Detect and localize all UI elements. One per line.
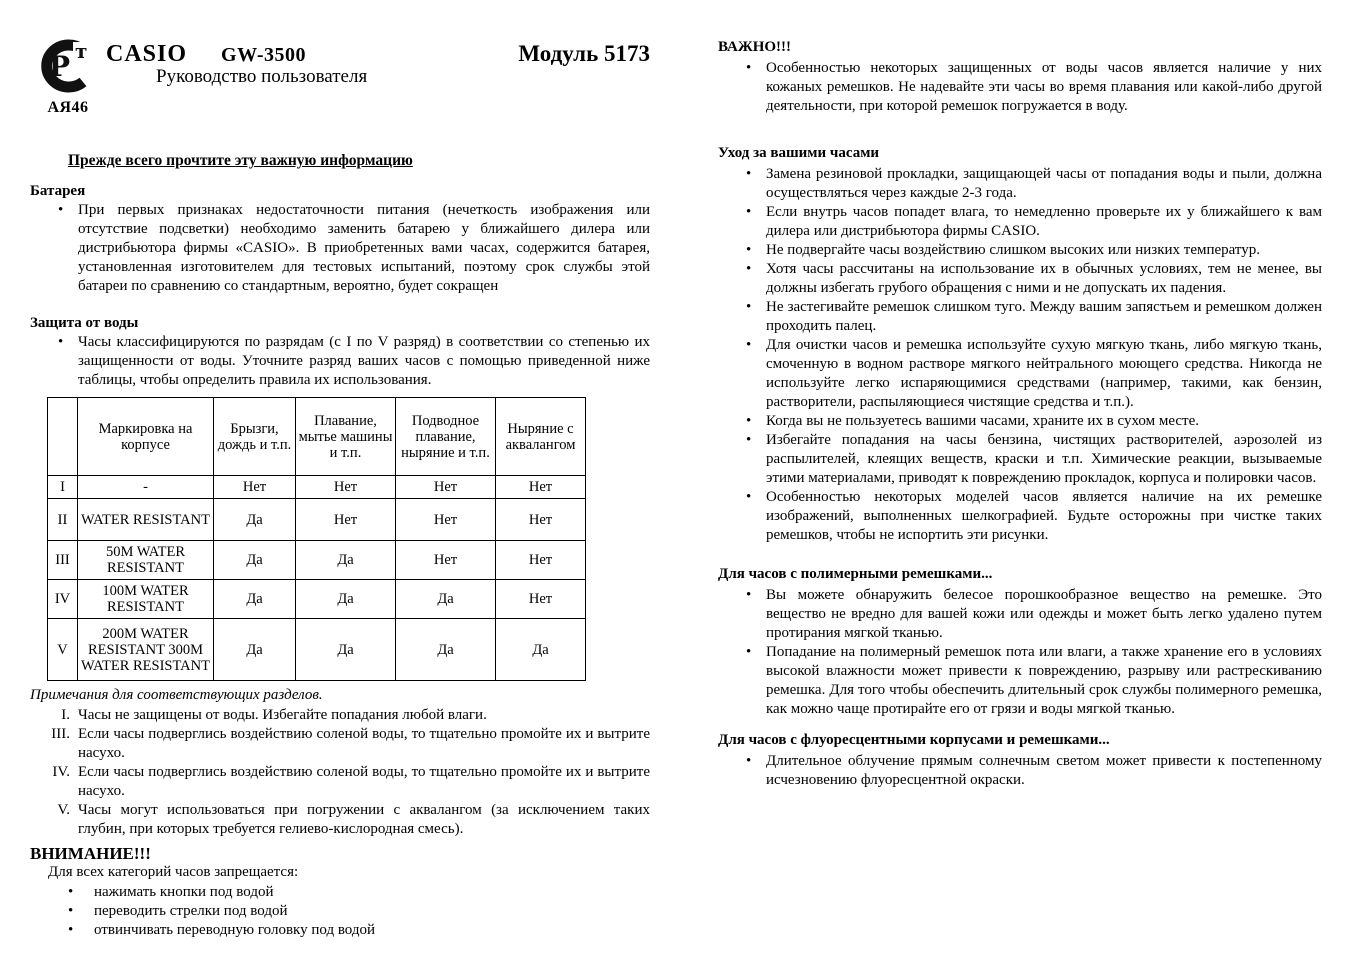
document-header: [30, 38, 650, 117]
right-column: [718, 38, 1322, 790]
care-item: • Хотя часы рассчитаны на использование их в обычных условиях, тем не менее, вы должны избегать грубого обращения с ними и не допускать их падения.: [718, 260, 1322, 298]
brand-title: CASIO: [106, 41, 188, 67]
module-number: Модуль 5173: [518, 41, 650, 66]
table-header-splash: Брызги, дождь и т.п.: [214, 398, 296, 476]
table-header-scuba: Ныряние с аквалангом: [496, 398, 586, 476]
note-text: Часы могут использоваться при погружении с аквалангом (за исключением таких глубин, при которых требуется гелиево-кислородная смесь).: [78, 802, 650, 837]
svg-text:т: т: [75, 39, 88, 63]
note-number: I.: [61, 707, 70, 723]
table-cell: Нет: [496, 499, 586, 541]
attention-list: [30, 883, 650, 940]
table-header-skin-diving: Подводное плавание, ныряние и т.п.: [396, 398, 496, 476]
table-row: [48, 619, 586, 681]
note-item: [30, 725, 650, 763]
table-cell: Нет: [496, 476, 586, 499]
table-cell: WATER RESISTANT: [78, 499, 214, 541]
care-item: • Не подвергайте часы воздействию слишком высоких или низких температур.: [718, 241, 1322, 260]
battery-heading: Батарея: [30, 183, 86, 199]
note-number: IV.: [52, 764, 70, 780]
care-item: • Замена резиновой прокладки, защищающей часы от попадания воды и пыли, должна осуществляться через каждые 2-3 года.: [718, 165, 1322, 203]
title-block: [106, 38, 650, 86]
water-resistance-table: [47, 397, 586, 681]
important-list: [718, 59, 1322, 116]
care-list: [718, 165, 1322, 545]
table-cell: V: [48, 619, 78, 681]
care-item: • Особенностью некоторых моделей часов является наличие на их ремешке изображений, выполненных шелкографией. Будьте осторожны при чистке таких ремешков, чтобы не испортить эти рисунки.: [718, 488, 1322, 545]
svg-text:Р: Р: [49, 50, 71, 83]
table-cell: 100M WATER RESISTANT: [78, 580, 214, 619]
table-cell: Нет: [296, 499, 396, 541]
table-header-class: [48, 398, 78, 476]
water-protection-heading: Защита от воды: [30, 315, 139, 331]
care-item: • Не застегивайте ремешок слишком туго. Между вашим запястьем и ремешком должен проходить палец.: [718, 298, 1322, 336]
care-item: • Если внутрь часов попадет влага, то немедленно проверьте их у ближайшего к вам дилера или дистрибьютора фирмы CASIO.: [718, 203, 1322, 241]
table-cell: III: [48, 541, 78, 580]
battery-list: [30, 201, 650, 296]
certification-logo-block: [30, 38, 106, 117]
table-cell: I: [48, 476, 78, 499]
polymer-strap-item: • Попадание на полимерный ремешок пота или влаги, а также хранение его в условиях высокой влажности может привести к повреждению, разрыву или растрескиванию ремешка. Для того чтобы обеспечить длительный срок службы полимерного ремешка, как можно чаще протирайте его от грязи и воды мягкой тканью.: [718, 643, 1322, 719]
care-heading: Уход за вашими часами: [718, 145, 880, 161]
table-cell: Нет: [496, 541, 586, 580]
table-cell: Да: [214, 619, 296, 681]
rst-certification-icon: [37, 38, 99, 94]
table-cell: Да: [396, 619, 496, 681]
notes-list: [30, 706, 650, 839]
care-item: • Избегайте попадания на часы бензина, чистящих растворителей, аэрозолей из распылителей, клеящих веществ, краски и т.п. Химические реакции, вызываемые этими материалами, приводят к повреждению прокладок, корпуса и полировки часов.: [718, 431, 1322, 488]
note-text: Если часы подверглись воздействию соленой воды, то тщательно промойте их и вытрите насухо.: [78, 764, 650, 799]
table-cell: Да: [214, 499, 296, 541]
polymer-strap-item: • Вы можете обнаружить белесое порошкообразное вещество на ремешке. Это вещество не вредно для вашей кожи или одежды и может быть легко удалено путем протирания мягкой тканью.: [718, 586, 1322, 643]
note-text: Часы не защищены от воды. Избегайте попадания любой влаги.: [78, 707, 487, 723]
table-cell: Да: [496, 619, 586, 681]
table-cell: Нет: [396, 499, 496, 541]
table-header-row: [48, 398, 586, 476]
table-cell: Да: [296, 580, 396, 619]
table-cell: Нет: [396, 476, 496, 499]
left-column: [30, 38, 650, 940]
table-header-swimming: Плавание, мытье машины и т.п.: [296, 398, 396, 476]
care-item: • Когда вы не пользуетесь вашими часами, храните их в сухом месте.: [718, 412, 1322, 431]
note-number: III.: [51, 726, 70, 742]
table-row: [48, 499, 586, 541]
important-heading: ВАЖНО!!!: [718, 39, 792, 55]
attention-heading: ВНИМАНИЕ!!!: [30, 844, 151, 863]
table-row: [48, 476, 586, 499]
table-cell: Да: [296, 541, 396, 580]
important-item: • Особенностью некоторых защищенных от воды часов является наличие у них кожаных ремешков. Не надевайте эти часы во время плавания или какой-либо другой деятельности, при которой ремешок погружается в воду.: [718, 59, 1322, 116]
polymer-strap-heading: Для часов с полимерными ремешками...: [718, 566, 993, 582]
table-cell: Да: [214, 580, 296, 619]
intro-heading: Прежде всего прочтите эту важную информацию: [68, 152, 413, 169]
care-item: • Для очистки часов и ремешка используйте сухую мягкую ткань, либо мягкую ткань, смоченную в водном растворе мягкого нейтрального моющего средства. Никогда не используйте легко испаряющимися средствами (например, такими, как бензин, растворители, распыляющиеся чистящие средства и т.п.).: [718, 336, 1322, 412]
table-cell: II: [48, 499, 78, 541]
attention-subheading: Для всех категорий часов запрещается:: [48, 864, 299, 880]
table-cell: Нет: [296, 476, 396, 499]
table-row: [48, 580, 586, 619]
table-cell: Нет: [396, 541, 496, 580]
note-number: V.: [57, 802, 70, 818]
attention-item: • нажимать кнопки под водой: [30, 883, 650, 902]
note-item: [30, 801, 650, 839]
attention-item: • переводить стрелки под водой: [30, 902, 650, 921]
note-text: Если часы подверглись воздействию соленой воды, то тщательно промойте их и вытрите насухо.: [78, 726, 650, 761]
battery-item: • При первых признаках недостаточности питания (нечеткость изображения или отсутствие подсветки) необходимо заменить батарею у ближайшего дилера или дистрибьютора фирмы «CASIO». В приобретенных вами часах, содержится батарея, установленная изготовителем для тестовых испытаний, поэтому срок службы этой батареи по сравнению со стандартным, вероятно, будет сокращен: [30, 201, 650, 296]
table-cell: Нет: [496, 580, 586, 619]
fluorescent-item: • Длительное облучение прямым солнечным светом может привести к постепенному исчезновению флуоресцентной окраски.: [718, 752, 1322, 790]
table-cell: Да: [296, 619, 396, 681]
water-protection-item: • Часы классифицируются по разрядам (с I по V разряд) в соответствии со степенью их защищенности от воды. Уточните разряд ваших часов с помощью приведенной ниже таблицы, чтобы определить правила их использования.: [30, 333, 650, 390]
fluorescent-list: [718, 752, 1322, 790]
note-item: [30, 763, 650, 801]
table-cell: 50M WATER RESISTANT: [78, 541, 214, 580]
model-number: GW-3500: [221, 44, 307, 66]
table-cell: Нет: [214, 476, 296, 499]
water-protection-list: [30, 333, 650, 390]
polymer-strap-list: [718, 586, 1322, 719]
table-cell: 200M WATER RESISTANT 300M WATER RESISTANT: [78, 619, 214, 681]
attention-item: • отвинчивать переводную головку под водой: [30, 921, 650, 940]
table-cell: IV: [48, 580, 78, 619]
table-header-marking: Маркировка на корпусе: [78, 398, 214, 476]
table-cell: Да: [396, 580, 496, 619]
table-cell: -: [78, 476, 214, 499]
note-item: [30, 706, 650, 725]
fluorescent-heading: Для часов с флуоресцентными корпусами и ремешками...: [718, 732, 1110, 748]
table-row: [48, 541, 586, 580]
table-cell: Да: [214, 541, 296, 580]
notes-heading: Примечания для соответствующих разделов.: [30, 687, 323, 703]
manual-subtitle: Руководство пользователя: [156, 66, 368, 87]
certification-code: АЯ46: [47, 99, 89, 116]
